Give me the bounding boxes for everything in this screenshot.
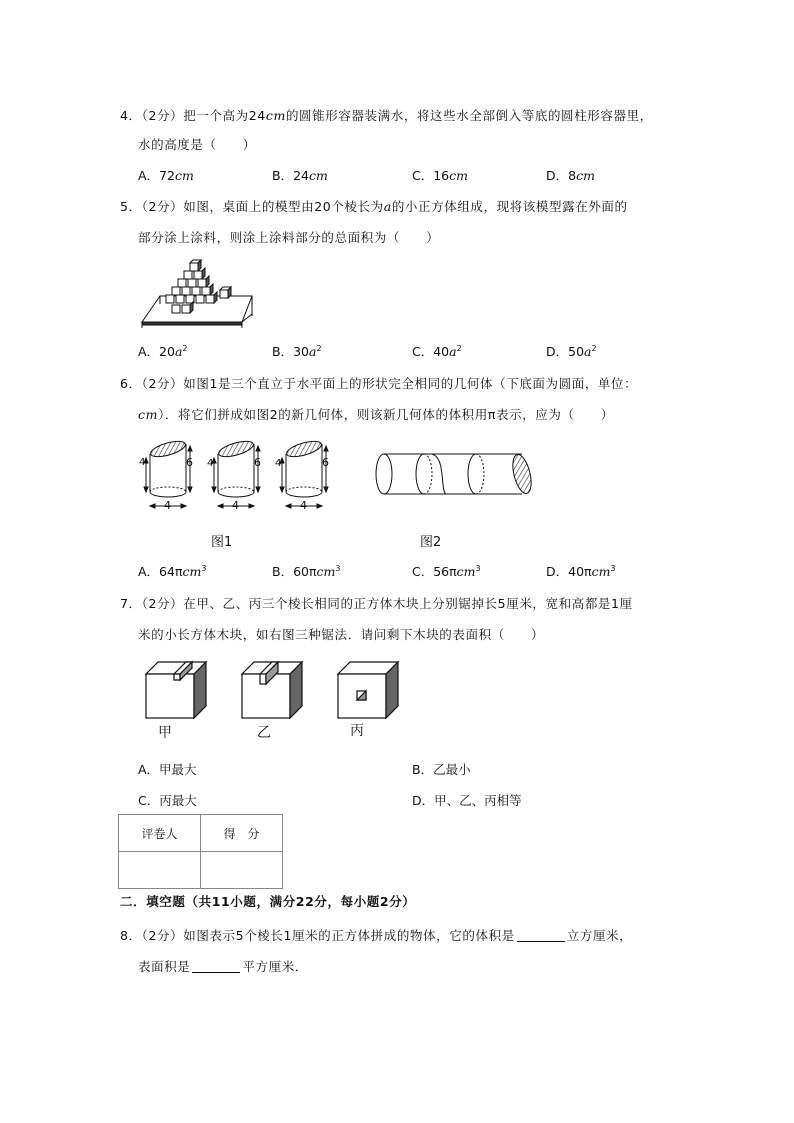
dim-label: 4 <box>207 458 214 469</box>
q5-option-c: C．$40a^2$ <box>412 344 462 359</box>
q8-volume-blank[interactable] <box>517 929 565 942</box>
q8-number: 8． <box>120 928 142 943</box>
q5-line2: 部分涂上涂料，则涂上涂料部分的总面积为（ ） <box>138 230 440 245</box>
q7-cube-jia <box>140 656 212 720</box>
q6-figure-2-caption: 图2 <box>420 535 442 550</box>
q7-line2: 米的小长方体木块，如右图三种锯法．请问剩下木块的表面积（ ） <box>138 627 545 642</box>
q6-line2: cm）．将它们拼成如图2的新几何体，则该新几何体的体积用π表示，应为（ ） <box>138 407 614 422</box>
q6-option-d: D．40πcm$^3$ <box>546 564 616 579</box>
q6-cylinder-2 <box>212 438 260 508</box>
score-table <box>118 814 283 889</box>
q4-option-a: A．72cm <box>138 168 194 183</box>
score-table-score-header: 得 分 <box>201 815 283 852</box>
q7-cube-bing <box>332 656 404 720</box>
q6-option-b: B．60πcm$^3$ <box>272 564 341 579</box>
q7-option-a: A．甲最大 <box>138 762 197 777</box>
q7-label-yi: 乙 <box>257 725 271 741</box>
q6-option-c: C．56πcm$^3$ <box>412 564 481 579</box>
q5-cube-model-figure <box>138 256 258 330</box>
dim-label: 4 <box>139 457 146 468</box>
q7-label-jia: 甲 <box>158 725 172 741</box>
score-table-score-cell[interactable] <box>201 852 283 889</box>
q4-option-c: C．16cm <box>412 168 468 183</box>
q7-line1: 7．（2分）在甲、乙、丙三个棱长相同的正方体木块上分别锯掉长5厘米，宽和高都是1厘 <box>120 596 633 611</box>
q4-option-d: D．8cm <box>546 168 595 183</box>
score-table-grader-header: 评卷人 <box>119 815 201 852</box>
dim-label: 6 <box>186 456 193 469</box>
q5-line1: 5．（2分）如图，桌面上的模型由20个棱长为a的小正方体组成，现将该模型露在外面的 <box>120 199 628 214</box>
q5-number: 5． <box>120 199 142 214</box>
section-2-title: 二．填空题（共11小题，满分22分，每小题2分） <box>120 894 416 909</box>
dim-label: 4 <box>300 499 307 512</box>
q7-label-bing: 丙 <box>350 723 364 739</box>
dim-label: 4 <box>232 499 239 512</box>
q7-number: 7． <box>120 596 142 611</box>
q7-option-d: D．甲、乙、丙相等 <box>412 793 522 808</box>
q6-number: 6． <box>120 376 142 391</box>
q8-line2: 表面积是 平方厘米． <box>138 959 308 974</box>
q6-cylinder-3 <box>280 438 328 508</box>
q4-option-b: B．24cm <box>272 168 328 183</box>
q4-line1: 4．（2分）把一个高为24cm的圆锥形容器装满水，将这些水全部倒入等底的圆柱形容器里， <box>120 108 653 123</box>
q7-option-b: B．乙最小 <box>412 762 471 777</box>
score-table-grader-cell[interactable] <box>119 852 201 889</box>
q6-line1: 6．（2分）如图1是三个直立于水平面上的形状完全相同的几何体（下底面为圆面，单位： <box>120 376 638 391</box>
q4-number: 4． <box>120 108 142 123</box>
q7-option-c: C．丙最大 <box>138 793 197 808</box>
q6-figure-1-caption: 图1 <box>211 535 233 550</box>
q4-line2: 水的高度是（ ） <box>138 137 256 152</box>
q6-option-a: A．64πcm$^3$ <box>138 564 207 579</box>
dim-label: 4 <box>164 499 171 512</box>
dim-label: 6 <box>254 456 261 469</box>
q5-option-a: A．$20a^2$ <box>138 344 188 359</box>
dim-label: 6 <box>322 456 329 469</box>
q5-option-d: D．$50a^2$ <box>546 344 597 359</box>
dim-label: 4 <box>275 458 282 469</box>
q7-cube-yi <box>236 656 308 720</box>
q6-figure-2 <box>374 450 539 500</box>
q5-option-b: B．$30a^2$ <box>272 344 322 359</box>
q6-cylinder-1 <box>144 438 192 508</box>
q8-surface-area-blank[interactable] <box>192 960 240 973</box>
q8-line1: 8．（2分）如图表示5个棱长1厘米的正方体拼成的物体，它的体积是 立方厘米， <box>120 928 633 943</box>
